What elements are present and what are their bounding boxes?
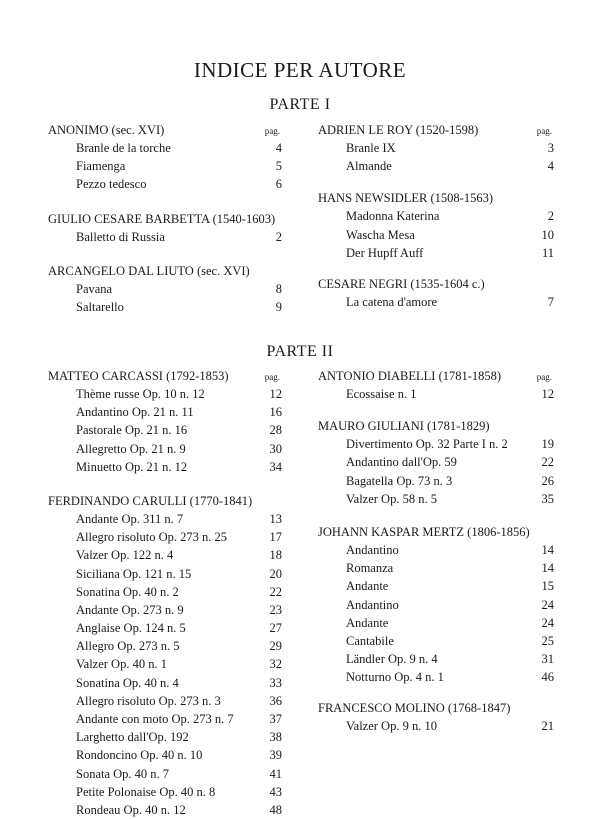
author-heading [48, 122, 282, 139]
page-number: 4 [275, 141, 282, 155]
index-entry [48, 139, 282, 157]
page-number: 16 [269, 405, 282, 420]
page-number: 29 [269, 639, 282, 654]
page-number: 20 [269, 566, 282, 581]
index-entry [318, 596, 554, 614]
page-number: 11 [541, 245, 554, 260]
index-entry [318, 472, 554, 490]
index-entry [48, 637, 282, 655]
page-number: 8 [275, 281, 282, 296]
page-number: 30 [269, 441, 282, 456]
index-entry [48, 403, 282, 421]
page-number: 13 [269, 511, 282, 526]
piece-title: Valzer Op. 9 n. 10 [346, 719, 437, 734]
piece-title: Cantabile [346, 633, 394, 648]
piece-title: Andantino dall'Op. 59 [346, 455, 457, 470]
author-heading [48, 211, 282, 228]
piece-title: Andante Op. 273 n. 9 [76, 602, 184, 617]
pag-label: pag. [536, 126, 552, 136]
page-number: 26 [541, 473, 554, 488]
page-number: 2 [547, 209, 554, 224]
parte-2-heading: PARTE II [266, 343, 334, 360]
index-entry [48, 510, 282, 528]
index-entry [48, 746, 282, 764]
page-number: 18 [269, 548, 282, 563]
author-heading [48, 263, 282, 280]
piece-title: Andante con moto Op. 273 n. 7 [76, 712, 234, 726]
author-name: FRANCESCO MOLINO (1768-1847) [318, 701, 511, 716]
piece-title: Minuetto Op. 21 n. 12 [76, 459, 188, 474]
piece-title: Divertimento Op. 32 Parte I n. 2 [346, 437, 508, 452]
author-name: ARCANGELO DAL LIUTO (sec. XVI) [48, 263, 250, 278]
index-entry [318, 541, 554, 559]
piece-title: Almande [346, 159, 392, 174]
piece-title: Branle de la torche [76, 141, 171, 155]
author-name: HANS NEWSIDLER (1508-1563) [318, 191, 493, 206]
index-entry [318, 226, 554, 244]
piece-title: Thème russe Op. 10 n. 12 [76, 387, 205, 401]
page-number: 43 [269, 784, 282, 799]
piece-title: Der Hupff Auff [346, 245, 424, 260]
piece-title: Allegro risoluto Op. 273 n. 25 [76, 530, 228, 545]
piece-title: Pezzo tedesco [76, 177, 147, 192]
author-name: MATTEO CARCASSI (1792-1853) [48, 369, 229, 383]
author-group [318, 418, 554, 508]
index-entry [48, 565, 282, 583]
piece-title: Andante Op. 311 n. 7 [76, 511, 184, 526]
parte-1-right-column [318, 122, 554, 311]
index-entry [318, 490, 554, 508]
author-name: ANONIMO (sec. XVI) [48, 123, 165, 137]
author-group [318, 122, 554, 175]
piece-title: Ländler Op. 9 n. 4 [346, 652, 438, 667]
index-entry [48, 458, 282, 476]
page-number: 9 [275, 299, 282, 314]
page-number: 25 [541, 633, 554, 648]
author-group [48, 368, 282, 476]
author-name: JOHANN KASPAR MERTZ (1806-1856) [318, 524, 530, 539]
author-group [318, 700, 554, 735]
index-entry [48, 783, 282, 801]
author-group [318, 524, 554, 687]
index-entry [48, 298, 282, 316]
piece-title: Notturno Op. 4 n. 1 [346, 670, 444, 685]
index-entry [48, 280, 282, 298]
author-heading [48, 368, 282, 385]
author-group [318, 276, 554, 311]
index-entry [318, 293, 554, 311]
page-number: 19 [541, 437, 554, 452]
index-entry [318, 435, 554, 453]
author-group [318, 190, 554, 262]
index-entry [48, 228, 282, 246]
page-number: 24 [541, 615, 554, 630]
piece-title: Rondeau Op. 40 n. 12 [76, 802, 186, 817]
pag-label: pag. [264, 372, 280, 382]
index-entry [48, 440, 282, 458]
piece-title: Valzer Op. 40 n. 1 [76, 657, 167, 672]
author-heading [318, 276, 554, 293]
piece-title: Sonatina Op. 40 n. 4 [76, 675, 179, 690]
page-number: 22 [269, 584, 282, 599]
parte-2-right-column [318, 368, 554, 736]
piece-title: Ecossaise n. 1 [346, 387, 417, 401]
index-entry [48, 765, 282, 783]
page-number: 7 [547, 294, 554, 309]
page-number: 46 [541, 670, 554, 685]
page-number: 28 [269, 423, 282, 438]
pag-label: pag. [264, 126, 280, 136]
index-entry [318, 668, 554, 686]
page-number: 38 [269, 730, 282, 745]
index-entry [48, 546, 282, 564]
index-entry [48, 421, 282, 439]
piece-title: Sonata Op. 40 n. 7 [76, 766, 170, 781]
index-entry [48, 655, 282, 673]
page-number: 14 [541, 542, 554, 557]
index-entry [48, 710, 282, 728]
page-title: INDICE PER AUTORE [193, 58, 407, 82]
author-name: FERDINANDO CARULLI (1770-1841) [48, 493, 253, 508]
author-name: CESARE NEGRI (1535-1604 c.) [318, 276, 485, 291]
index-entry [48, 674, 282, 692]
page-number: 12 [269, 387, 282, 401]
page-number: 14 [541, 561, 554, 576]
index-entry [48, 528, 282, 546]
index-entry [48, 801, 282, 819]
pag-label: pag. [536, 372, 552, 382]
piece-title: Siciliana Op. 121 n. 15 [76, 566, 192, 581]
piece-title: Wascha Mesa [346, 227, 415, 242]
piece-title: Allegretto Op. 21 n. 9 [76, 441, 186, 456]
author-heading [318, 190, 554, 207]
author-heading [48, 493, 282, 510]
index-entry [48, 583, 282, 601]
author-name: ADRIEN LE ROY (1520-1598) [318, 123, 479, 137]
page-number: 2 [275, 229, 282, 244]
index-entry [318, 139, 554, 157]
parte-2-left-column [48, 368, 282, 819]
author-group [48, 263, 282, 316]
piece-title: Valzer Op. 122 n. 4 [76, 548, 174, 563]
piece-title: Madonna Katerina [346, 209, 440, 224]
author-name: MAURO GIULIANI (1781-1829) [318, 419, 490, 434]
index-entry [318, 453, 554, 471]
piece-title: Andante [346, 579, 389, 594]
piece-title: La catena d'amore [346, 294, 438, 309]
index-entry [48, 619, 282, 637]
author-heading [318, 700, 554, 717]
page-number: 32 [269, 657, 282, 672]
index-entry [318, 650, 554, 668]
page-number: 12 [541, 387, 554, 401]
author-name: GIULIO CESARE BARBETTA (1540-1603) [48, 211, 276, 226]
piece-title: Sonatina Op. 40 n. 2 [76, 584, 179, 599]
page-number: 36 [269, 693, 282, 708]
page-number: 39 [269, 748, 282, 763]
page-number: 27 [269, 621, 282, 636]
page-number: 15 [541, 579, 554, 594]
index-entry [48, 385, 282, 403]
page-number: 22 [541, 455, 554, 470]
author-group [48, 493, 282, 819]
piece-title: Anglaise Op. 124 n. 5 [76, 621, 186, 636]
author-heading [318, 524, 554, 541]
index-entry [48, 692, 282, 710]
author-group [318, 368, 554, 403]
piece-title: Pavana [76, 281, 113, 296]
piece-title: Branle IX [346, 141, 396, 155]
index-entry [48, 728, 282, 746]
index-entry [318, 207, 554, 225]
index-entry [48, 601, 282, 619]
page-number: 4 [547, 159, 554, 174]
page-number: 3 [547, 141, 554, 155]
index-entry [318, 157, 554, 175]
page-number: 21 [541, 719, 554, 734]
piece-title: Valzer Op. 58 n. 5 [346, 491, 437, 506]
index-entry [318, 717, 554, 735]
piece-title: Andantino [346, 542, 399, 557]
index-entry [318, 559, 554, 577]
index-entry [48, 157, 282, 175]
page-number: 48 [269, 802, 282, 817]
parte-1-left-column [48, 122, 282, 316]
piece-title: Fiamenga [76, 159, 126, 174]
piece-title: Larghetto dall'Op. 192 [76, 730, 189, 745]
page-number: 35 [541, 491, 554, 506]
author-heading [318, 368, 554, 385]
author-heading [318, 122, 554, 139]
index-entry [318, 632, 554, 650]
piece-title: Bagatella Op. 73 n. 3 [346, 473, 453, 488]
page-number: 33 [269, 675, 282, 690]
piece-title: Petite Polonaise Op. 40 n. 8 [76, 784, 216, 799]
piece-title: Andantino [346, 597, 399, 612]
page-number: 17 [269, 530, 282, 545]
page-number: 31 [541, 652, 554, 667]
page-number: 34 [269, 459, 282, 474]
author-name: ANTONIO DIABELLI (1781-1858) [318, 369, 502, 383]
author-group [48, 211, 282, 246]
piece-title: Romanza [346, 561, 394, 576]
parte-1-heading: PARTE I [269, 96, 331, 113]
piece-title: Saltarello [76, 299, 124, 314]
piece-title: Pastorale Op. 21 n. 16 [76, 423, 188, 438]
page-number: 6 [275, 177, 282, 192]
piece-title: Allegro Op. 273 n. 5 [76, 639, 180, 654]
page-number: 10 [541, 227, 554, 242]
piece-title: Andante [346, 615, 389, 630]
page-number: 37 [269, 712, 282, 726]
index-entry [48, 175, 282, 193]
page-number: 41 [269, 766, 282, 781]
index-entry [318, 577, 554, 595]
page-number: 24 [541, 597, 554, 612]
index-entry [318, 244, 554, 262]
index-entry [318, 385, 554, 403]
piece-title: Rondoncino Op. 40 n. 10 [76, 748, 203, 763]
author-heading [318, 418, 554, 435]
author-group [48, 122, 282, 194]
page-number: 23 [269, 602, 282, 617]
page-number: 5 [275, 159, 282, 174]
piece-title: Andantino Op. 21 n. 11 [76, 405, 194, 420]
index-entry [318, 614, 554, 632]
piece-title: Balletto di Russia [76, 229, 165, 244]
piece-title: Allegro risoluto Op. 273 n. 3 [76, 693, 221, 708]
